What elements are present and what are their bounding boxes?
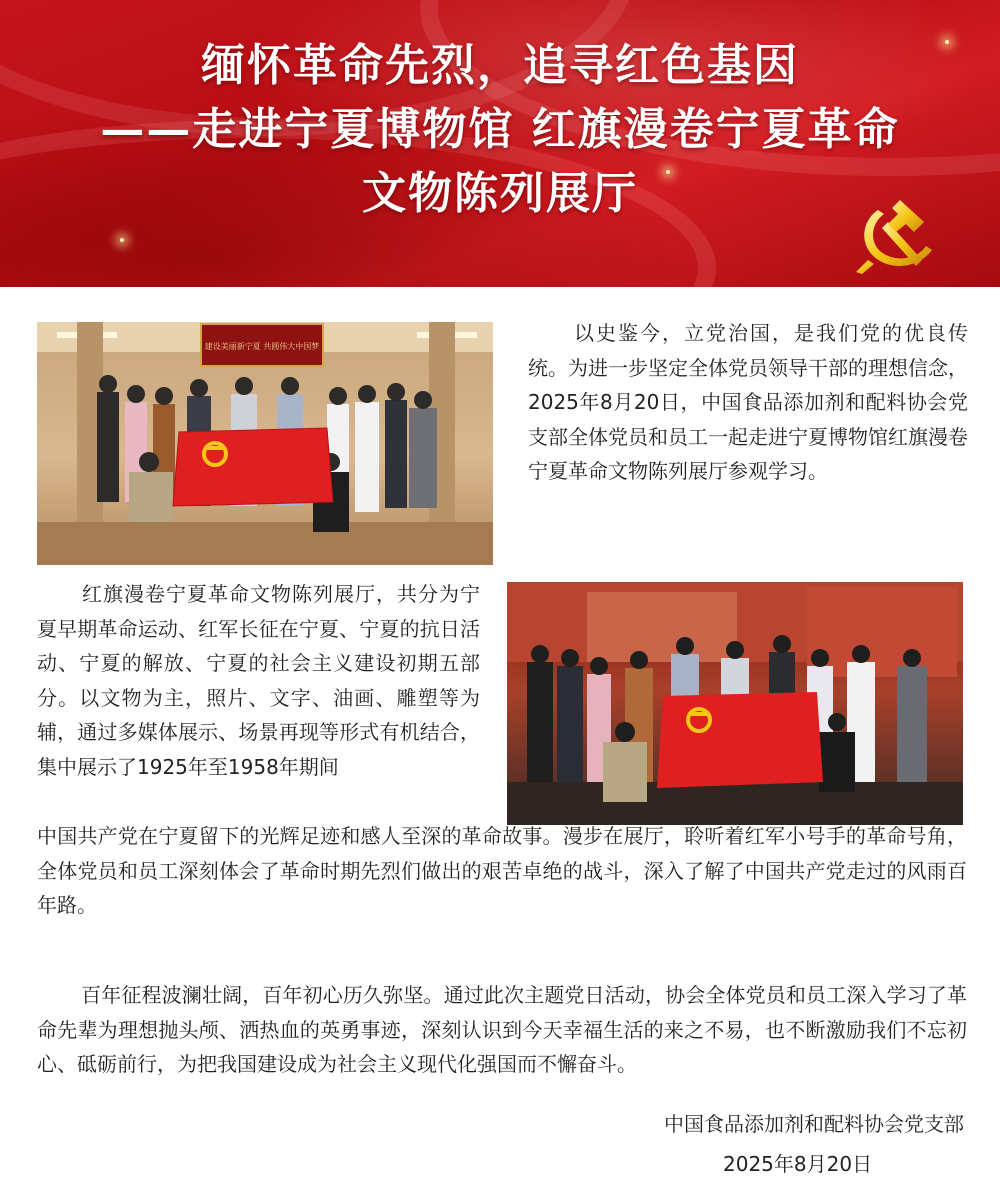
title-line-2: ——走进宁夏博物馆 红旗漫卷宁夏革命 [100,104,900,155]
article-paragraph-1 [528,316,968,489]
svg-text:建设美丽新宁夏 共圆伟大中国梦: 建设美丽新宁夏 共圆伟大中国梦 [204,342,320,351]
paragraph-text: 中国共产党在宁夏留下的光辉足迹和感人至深的革命故事。漫步在展厅，聆听着红军小号手的革命号角，全体党员和员工深刻体会了革命时期先烈们做出的艰苦卓绝的战斗，深入了解了中国共产党走过的风雨百年路。 [37,824,967,917]
sparkle-decoration [120,238,124,242]
party-emblem-icon [848,192,948,276]
paragraph-text: 红旗漫卷宁夏革命文物陈列展厅，共分为宁夏早期革命运动、红军长征在宁夏、宁夏的抗日活动、宁夏的解放、宁夏的社会主义建设初期五部分。以文物为主，照片、文字、油画、雕塑等为辅，通过多媒体展示、场景再现等形式有机结合，集中展示了1925年至1958年期间 [37,582,480,779]
header-banner [0,0,1000,287]
group-photo-museum-hall [37,322,493,565]
group-photo-with-red-flag-museum-hall-icon [37,322,493,565]
article-paragraph-2 [37,577,480,784]
title-line-1: 缅怀革命先烈，追寻红色基因 [201,40,799,91]
group-photo-with-red-flag-exhibition-hall-icon [507,582,963,825]
paragraph-text: 百年征程波澜壮阔，百年初心历久弥坚。通过此次主题党日活动，协会全体党员和员工深入学习了革命先辈为理想抛头颅、洒热血的英勇事迹，深刻认识到今天幸福生活的来之不易，也不断激励我们不忘初心、砥砺前行，为把我国建设成为社会主义现代化强国而不懈奋斗。 [37,983,967,1076]
title-line-3: 文物陈列展厅 [362,168,638,219]
article-paragraph-2-continued [37,819,967,923]
article-paragraph-3 [37,978,967,1082]
signature-organization: 中国食品添加剂和配料协会党支部 [664,1112,964,1136]
signature-date: 2025年8月20日 [723,1152,873,1176]
group-photo-exhibition-hall [507,582,963,825]
paragraph-text: 以史鉴今，立党治国，是我们党的优良传统。为进一步坚定全体党员领导干部的理想信念，2025年8月20日，中国食品添加剂和配料协会党支部全体党员和员工一起走进宁夏博物馆红旗漫卷宁夏革命文物陈列展厅参观学习。 [528,321,968,483]
